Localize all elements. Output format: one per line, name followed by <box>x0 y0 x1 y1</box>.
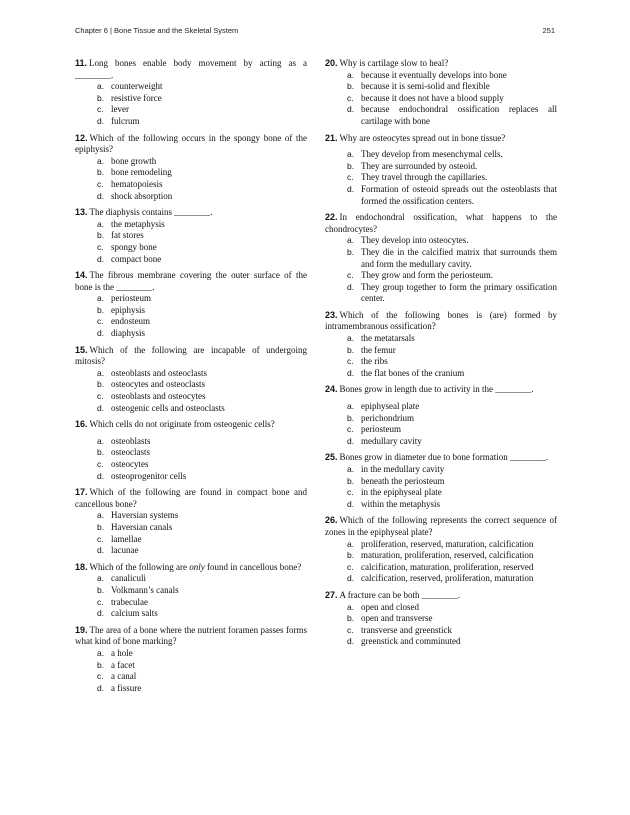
option-text: fat stores <box>111 230 144 241</box>
option-letter: d. <box>97 253 105 264</box>
answer-option <box>75 608 307 620</box>
answer-option <box>75 545 307 557</box>
answer-options <box>325 401 557 447</box>
option-letter: a. <box>97 367 105 378</box>
option-letter: a. <box>347 464 355 474</box>
question-item <box>75 270 307 340</box>
question-item <box>75 419 307 482</box>
option-text: They are surrounded by osteoid. <box>361 160 478 171</box>
question-stem <box>75 625 307 648</box>
option-letter: c. <box>347 92 354 103</box>
answer-option <box>75 167 307 179</box>
question-number: 27. <box>325 589 338 600</box>
option-text: in the medullary cavity <box>361 464 445 474</box>
question-item <box>325 515 557 585</box>
answer-options <box>75 368 307 414</box>
option-text: proliferation, reserved, maturation, calcification <box>361 538 534 549</box>
option-text: because it eventually develops into bone <box>361 69 507 80</box>
answer-option <box>75 230 307 242</box>
question-item <box>325 133 557 208</box>
answer-option <box>75 379 307 391</box>
answer-option <box>75 254 307 266</box>
option-text: shock absorption <box>111 190 173 201</box>
answer-option <box>325 81 557 93</box>
option-letter: a. <box>97 81 105 92</box>
option-text: Volkmann’s canals <box>111 584 179 595</box>
question-number: 24. <box>325 384 338 395</box>
answer-option <box>75 191 307 203</box>
option-text: They die in the calcified matrix that surrounds them and form the medullary cavity. <box>361 246 557 269</box>
option-letter: d. <box>97 608 105 619</box>
question-text: Which of the following represents the correct sequence of zones in the epiphyseal plate? <box>325 515 557 537</box>
option-text: They group together to form the primary ossification center. <box>361 281 557 304</box>
question-stem <box>75 270 307 293</box>
answer-option <box>325 247 557 270</box>
option-letter: c. <box>97 459 104 469</box>
option-letter: a. <box>97 573 105 584</box>
answer-option <box>325 636 557 648</box>
question-number: 17. <box>75 487 88 498</box>
option-text: osteoblasts and osteoclasts <box>111 367 207 378</box>
answer-option <box>325 184 557 207</box>
answer-options <box>325 333 557 379</box>
option-text: within the metaphysis <box>361 498 440 509</box>
option-letter: d. <box>97 682 105 693</box>
option-letter: b. <box>97 584 105 595</box>
option-letter: a. <box>97 293 105 304</box>
answer-option <box>325 104 557 127</box>
option-letter: c. <box>97 596 104 607</box>
question-item <box>325 452 557 510</box>
option-text: Haversian canals <box>111 521 173 532</box>
answer-option <box>75 585 307 597</box>
answer-option <box>75 459 307 471</box>
question-item <box>75 625 307 695</box>
answer-option <box>75 683 307 695</box>
option-letter: a. <box>97 218 105 229</box>
option-letter: a. <box>347 235 355 246</box>
question-stem <box>325 58 557 70</box>
option-letter: c. <box>347 561 354 572</box>
option-letter: c. <box>97 178 104 189</box>
option-letter: a. <box>97 435 105 446</box>
option-text: They travel through the capillaries. <box>361 172 488 183</box>
question-text: Bones grow in diameter due to bone formation ________. <box>339 452 549 463</box>
option-text: resistive force <box>111 92 162 103</box>
question-text: In endochondral ossification, what happens to the chondrocytes? <box>325 212 557 234</box>
option-text: a facet <box>111 659 135 670</box>
option-text: diaphysis <box>111 328 146 339</box>
answer-option <box>75 116 307 128</box>
option-text: hematopoiesis <box>111 178 163 189</box>
option-text: greenstick and comminuted <box>361 636 461 647</box>
question-text: The diaphysis contains ________. <box>89 207 213 218</box>
answer-option <box>75 671 307 683</box>
question-stem <box>325 590 557 602</box>
option-letter: d. <box>347 573 355 584</box>
answer-option <box>75 471 307 483</box>
option-text: beneath the periosteum <box>361 475 445 486</box>
option-letter: a. <box>347 69 355 80</box>
answer-option <box>75 242 307 254</box>
option-letter: a. <box>347 538 355 549</box>
option-letter: b. <box>347 475 355 486</box>
option-letter: d. <box>347 104 355 115</box>
option-letter: b. <box>97 230 105 241</box>
option-text: counterweight <box>111 81 163 92</box>
option-text: epiphyseal plate <box>361 401 420 412</box>
question-stem <box>325 133 557 145</box>
question-text: Bones grow in length due to activity in the ________. <box>339 384 534 395</box>
option-letter: d. <box>347 498 355 509</box>
question-item <box>75 562 307 620</box>
option-letter: a. <box>97 647 105 658</box>
option-text: the metaphysis <box>111 218 165 229</box>
answer-options <box>75 81 307 127</box>
question-number: 20. <box>325 58 338 68</box>
question-text: The fibrous membrane covering the outer surface of the bone is the ________. <box>75 270 307 292</box>
option-text: periosteum <box>361 424 401 435</box>
option-letter: a. <box>347 401 355 412</box>
option-text: calcification, maturation, proliferation, reserved <box>361 561 534 572</box>
question-item <box>75 133 307 203</box>
right-column <box>325 58 557 699</box>
question-text: Why is cartilage slow to heal? <box>339 58 449 68</box>
question-item <box>325 590 557 648</box>
answer-option <box>325 345 557 357</box>
option-letter: b. <box>347 550 355 561</box>
question-stem <box>325 310 557 333</box>
answer-option <box>325 476 557 488</box>
question-item <box>325 58 557 128</box>
question-stem <box>75 133 307 156</box>
option-letter: c. <box>347 624 354 635</box>
question-item <box>325 384 557 447</box>
option-letter: b. <box>97 92 105 103</box>
option-letter: b. <box>97 659 105 670</box>
option-letter: d. <box>347 281 355 292</box>
question-stem <box>75 207 307 219</box>
question-text: Long bones enable body movement by acting as a ________. <box>75 58 307 80</box>
answer-option <box>75 403 307 415</box>
question-text: Which cells do not originate from osteogenic cells? <box>89 419 275 430</box>
answer-option <box>75 316 307 328</box>
page-number: 251 <box>542 26 555 35</box>
option-letter: b. <box>97 447 105 458</box>
question-stem <box>75 58 307 81</box>
option-text: osteogenic cells and osteoclasts <box>111 402 225 413</box>
question-stem <box>75 562 307 574</box>
option-text: Formation of osteoid spreads out the osteoblasts that formed the ossification centers. <box>361 183 557 206</box>
option-text: open and transverse <box>361 613 433 624</box>
option-text: spongy bone <box>111 241 157 252</box>
option-letter: d. <box>97 545 105 556</box>
option-text: because endochondral ossification replaces all cartilage with bone <box>361 104 557 126</box>
answer-option <box>75 293 307 305</box>
option-text: in the epiphyseal plate <box>361 487 442 498</box>
option-letter: c. <box>347 487 354 498</box>
option-letter: d. <box>97 402 105 413</box>
question-number: 12. <box>75 132 88 143</box>
option-letter: d. <box>97 470 105 481</box>
option-text: bone remodeling <box>111 167 172 178</box>
option-text: because it does not have a blood supply <box>361 92 504 103</box>
left-column <box>75 58 307 699</box>
option-letter: c. <box>97 533 104 544</box>
question-number: 21. <box>325 132 338 143</box>
answer-option <box>325 625 557 637</box>
question-text: Which of the following bones is (are) formed by intramembranous ossification? <box>325 309 557 332</box>
question-number: 22. <box>325 212 338 223</box>
option-letter: c. <box>97 316 104 327</box>
answer-options <box>325 539 557 585</box>
answer-options <box>325 70 557 128</box>
option-letter: b. <box>347 344 355 355</box>
option-text: osteocytes and osteoclasts <box>111 379 205 390</box>
answer-option <box>325 161 557 173</box>
question-emphasis: only <box>189 561 205 572</box>
answer-option <box>325 602 557 614</box>
question-item <box>75 207 307 265</box>
answer-option <box>75 648 307 660</box>
question-item <box>75 58 307 128</box>
option-text: a hole <box>111 647 133 658</box>
option-text: canaliculi <box>111 573 146 584</box>
question-number: 13. <box>75 207 88 218</box>
option-text: open and closed <box>361 601 419 612</box>
option-text: trabeculae <box>111 596 148 607</box>
answer-option <box>75 510 307 522</box>
option-text: the flat bones of the cranium <box>361 367 465 378</box>
question-number: 14. <box>75 270 88 281</box>
option-letter: a. <box>97 510 105 521</box>
option-text: the ribs <box>361 356 388 367</box>
answer-option <box>75 522 307 534</box>
question-text: A fracture can be both ________. <box>339 589 460 600</box>
answer-option <box>325 562 557 574</box>
answer-option <box>325 333 557 345</box>
option-letter: c. <box>97 671 104 682</box>
option-text: osteoclasts <box>111 447 150 458</box>
option-text: calcium salts <box>111 608 158 619</box>
answer-option <box>75 391 307 403</box>
question-number: 26. <box>325 515 338 526</box>
option-text: lamellae <box>111 533 142 544</box>
answer-option <box>325 613 557 625</box>
option-letter: d. <box>347 367 355 378</box>
option-text: fulcrum <box>111 115 140 126</box>
answer-option <box>75 219 307 231</box>
answer-option <box>75 368 307 380</box>
question-text: Which of the following are <box>89 561 190 572</box>
option-letter: a. <box>97 155 105 166</box>
question-text: Which of the following are incapable of undergoing mitosis? <box>75 344 307 367</box>
question-item <box>75 487 307 557</box>
option-letter: d. <box>97 190 105 201</box>
option-text: calcification, reserved, proliferation, maturation <box>361 573 534 584</box>
answer-options <box>75 573 307 619</box>
chapter-title: Chapter 6 | Bone Tissue and the Skeletal System <box>75 26 239 35</box>
question-stem <box>75 487 307 510</box>
answer-option <box>325 499 557 511</box>
option-letter: d. <box>347 636 355 647</box>
answer-option <box>325 282 557 305</box>
option-letter: b. <box>347 246 355 257</box>
answer-option <box>325 424 557 436</box>
answer-option <box>75 305 307 317</box>
question-item <box>325 212 557 305</box>
answer-options <box>325 602 557 648</box>
answer-options <box>325 464 557 510</box>
answer-option <box>325 401 557 413</box>
running-header <box>75 26 555 35</box>
option-text: periosteum <box>111 293 151 304</box>
question-number: 25. <box>325 452 338 463</box>
option-letter: b. <box>347 613 355 624</box>
question-item <box>325 310 557 380</box>
option-text: the metatarsals <box>361 333 415 344</box>
option-text: the femur <box>361 344 396 355</box>
answer-option <box>75 328 307 340</box>
question-stem <box>325 212 557 235</box>
answer-option <box>325 487 557 499</box>
answer-option <box>325 368 557 380</box>
option-text: perichondrium <box>361 412 414 423</box>
question-item <box>75 345 307 415</box>
option-letter: d. <box>347 183 355 194</box>
question-stem <box>75 345 307 368</box>
option-letter: b. <box>97 167 105 178</box>
option-letter: c. <box>97 391 104 402</box>
option-text: medullary cavity <box>361 435 422 446</box>
answer-option <box>75 573 307 585</box>
option-text: maturation, proliferation, reserved, calcification <box>361 550 534 561</box>
answer-option <box>325 356 557 368</box>
answer-option <box>325 172 557 184</box>
option-letter: d. <box>347 435 355 446</box>
answer-option <box>325 270 557 282</box>
answer-options <box>75 436 307 482</box>
option-letter: c. <box>347 356 354 367</box>
question-text: The area of a bone where the nutrient foramen passes forms what kind of bone marking? <box>75 624 307 647</box>
question-text: Why are osteocytes spread out in bone tissue? <box>339 132 506 143</box>
question-number: 15. <box>75 344 88 355</box>
option-text: transverse and greenstick <box>361 624 452 635</box>
option-text: They develop into osteocytes. <box>361 235 469 246</box>
question-stem <box>325 452 557 464</box>
answer-option <box>325 235 557 247</box>
answer-option <box>325 413 557 425</box>
answer-option <box>75 660 307 672</box>
option-text: They grow and form the periosteum. <box>361 270 493 281</box>
answer-option <box>325 93 557 105</box>
answer-option <box>325 70 557 82</box>
answer-option <box>75 104 307 116</box>
option-text: compact bone <box>111 253 162 264</box>
option-letter: b. <box>97 521 105 532</box>
option-text: lever <box>111 104 129 115</box>
option-text: osteocytes <box>111 459 149 469</box>
question-number: 18. <box>75 561 88 572</box>
option-text: endosteum <box>111 316 150 327</box>
option-letter: c. <box>97 241 104 252</box>
option-text: osteoprogenitor cells <box>111 470 187 481</box>
answer-option <box>75 179 307 191</box>
answer-option <box>325 550 557 562</box>
option-text: lacunae <box>111 545 139 556</box>
option-text: because it is semi-solid and flexible <box>361 81 490 92</box>
question-text: found in cancellous bone? <box>204 561 302 572</box>
answer-option <box>75 534 307 546</box>
question-stem <box>75 419 307 431</box>
option-letter: d. <box>97 328 105 339</box>
question-number: 23. <box>325 309 338 320</box>
option-text: a canal <box>111 671 137 682</box>
option-letter: b. <box>97 379 105 390</box>
answer-options <box>75 510 307 556</box>
answer-option <box>75 81 307 93</box>
option-letter: d. <box>97 115 105 126</box>
answer-options <box>325 235 557 305</box>
answer-option <box>75 156 307 168</box>
option-letter: b. <box>347 160 355 171</box>
answer-option <box>75 93 307 105</box>
option-text: epiphysis <box>111 304 146 315</box>
option-letter: c. <box>347 172 354 183</box>
answer-option <box>325 464 557 476</box>
option-letter: a. <box>347 149 355 160</box>
option-letter: b. <box>97 304 105 315</box>
question-number: 11. <box>75 58 88 68</box>
question-text: Which of the following occurs in the spongy bone of the epiphysis? <box>75 132 307 155</box>
option-text: They develop from mesenchymal cells. <box>361 149 503 160</box>
answer-options <box>75 219 307 265</box>
answer-option <box>325 573 557 585</box>
question-columns <box>75 58 557 699</box>
option-letter: c. <box>347 270 354 281</box>
option-text: bone growth <box>111 155 157 166</box>
option-text: osteoblasts and osteocytes <box>111 391 206 402</box>
option-letter: a. <box>347 333 355 344</box>
answer-options <box>75 156 307 202</box>
option-letter: c. <box>97 104 104 115</box>
option-text: Haversian systems <box>111 510 179 521</box>
answer-options <box>75 293 307 339</box>
answer-option <box>75 436 307 448</box>
option-text: a fissure <box>111 682 142 693</box>
answer-option <box>75 597 307 609</box>
answer-options <box>325 149 557 207</box>
question-number: 16. <box>75 419 88 430</box>
answer-option <box>75 447 307 459</box>
question-stem <box>325 384 557 396</box>
answer-option <box>325 436 557 448</box>
option-letter: b. <box>347 412 355 423</box>
answer-options <box>75 648 307 694</box>
option-text: osteoblasts <box>111 435 151 446</box>
option-letter: a. <box>347 601 355 612</box>
question-number: 19. <box>75 624 88 635</box>
question-stem <box>325 515 557 538</box>
option-letter: c. <box>347 424 354 435</box>
answer-option <box>325 149 557 161</box>
question-text: Which of the following are found in compact bone and cancellous bone? <box>75 487 307 509</box>
answer-option <box>325 539 557 551</box>
option-letter: b. <box>347 81 355 92</box>
